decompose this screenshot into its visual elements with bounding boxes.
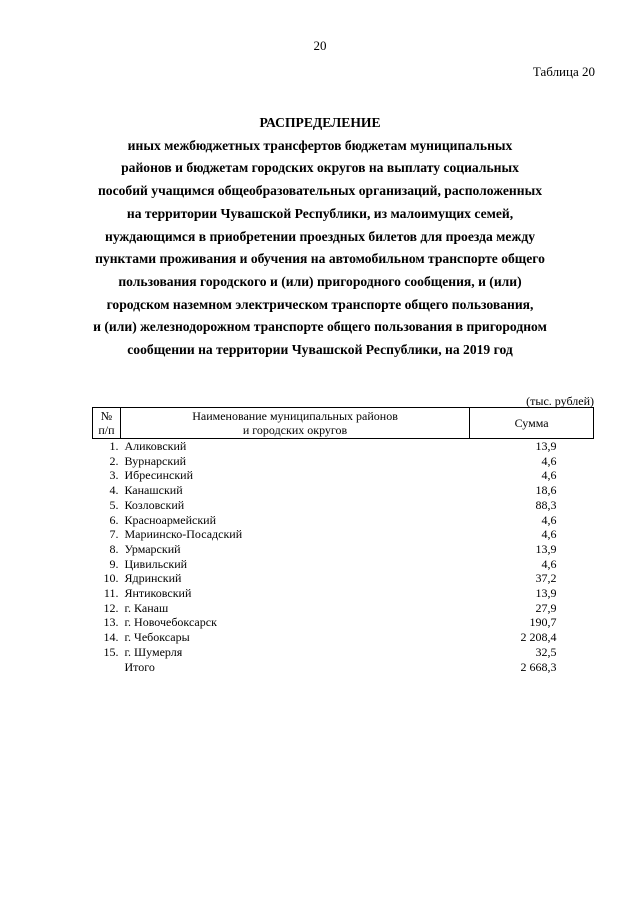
row-sum: 4,6 bbox=[541, 453, 557, 468]
row-sum: 4,6 bbox=[541, 556, 557, 571]
table-row bbox=[93, 513, 594, 528]
document-title bbox=[60, 112, 580, 362]
row-name: Урмарский bbox=[124, 541, 181, 556]
title-main: РАСПРЕДЕЛЕНИЕ bbox=[259, 115, 381, 130]
table-row bbox=[93, 542, 594, 557]
total-label: Итого bbox=[124, 659, 155, 674]
row-name: г. Новочебоксарск bbox=[124, 615, 217, 630]
table-row bbox=[93, 615, 594, 630]
row-name: Цивильский bbox=[124, 556, 188, 571]
row-number: 10. bbox=[103, 571, 119, 586]
row-name: Козловский bbox=[124, 497, 185, 512]
row-name: Янтиковский bbox=[124, 586, 192, 601]
title-line: городском наземном электрическом транспорте общего пользования, bbox=[106, 296, 534, 312]
row-sum: 27,9 bbox=[535, 600, 557, 615]
header-name-line2: и городских округов bbox=[242, 423, 348, 437]
title-line: пунктами проживания и обучения на автомобильном транспорте общего bbox=[95, 251, 545, 267]
table-total-row bbox=[93, 660, 594, 675]
title-line: пользования городского и (или) пригородного сообщения, и (или) bbox=[118, 273, 522, 289]
table-row bbox=[93, 439, 594, 454]
title-line: и (или) железнодорожном транспорте общего пользования в пригородном bbox=[93, 319, 547, 335]
table-row bbox=[93, 586, 594, 601]
table-header-row bbox=[93, 408, 594, 439]
row-name: г. Шумерля bbox=[124, 644, 183, 659]
row-name: Красноармейский bbox=[124, 512, 217, 527]
table-label: Таблица 20 bbox=[532, 64, 595, 79]
row-sum: 4,6 bbox=[541, 512, 557, 527]
row-name: Аликовский bbox=[124, 439, 187, 453]
header-name-line1: Наименование муниципальных районов bbox=[192, 409, 398, 423]
row-sum: 13,9 bbox=[535, 541, 557, 556]
row-name: Ядринский bbox=[124, 571, 182, 586]
row-name: Ибресинский bbox=[124, 468, 194, 483]
row-sum: 4,6 bbox=[541, 468, 557, 483]
row-name: Канашский bbox=[124, 483, 183, 498]
table-row bbox=[93, 645, 594, 660]
units-label: (тыс. рублей) bbox=[526, 394, 594, 408]
title-line: на территории Чувашской Республики, из малоимущих семей, bbox=[126, 205, 514, 221]
row-sum: 13,9 bbox=[535, 586, 557, 601]
distribution-table bbox=[92, 407, 594, 674]
row-sum: 13,9 bbox=[535, 439, 557, 453]
row-number: 7. bbox=[109, 527, 119, 542]
row-sum: 37,2 bbox=[535, 571, 557, 586]
total-sum: 2 668,3 bbox=[520, 659, 557, 674]
table-row bbox=[93, 454, 594, 469]
table-row bbox=[93, 527, 594, 542]
row-number: 9. bbox=[109, 556, 119, 571]
title-line: иных межбюджетных трансфертов бюджетам муниципальных bbox=[127, 137, 513, 153]
row-number: 11. bbox=[103, 586, 119, 601]
row-sum: 32,5 bbox=[535, 644, 557, 659]
row-name: Мариинско-Посадский bbox=[124, 527, 243, 542]
header-number bbox=[93, 408, 121, 439]
row-number: 14. bbox=[103, 630, 119, 645]
row-number: 15. bbox=[103, 644, 119, 659]
row-number: 6. bbox=[109, 512, 119, 527]
row-sum: 2 208,4 bbox=[520, 630, 557, 645]
header-sum: Сумма bbox=[470, 408, 594, 439]
table-row bbox=[93, 571, 594, 586]
row-number: 12. bbox=[103, 600, 119, 615]
table-row bbox=[93, 601, 594, 616]
table-row bbox=[93, 468, 594, 483]
row-number: 3. bbox=[109, 468, 119, 483]
header-number-line2: п/п bbox=[98, 423, 115, 437]
row-sum: 4,6 bbox=[541, 527, 557, 542]
header-number-line1: № bbox=[100, 409, 113, 423]
row-number: 8. bbox=[109, 541, 119, 556]
row-name: Вурнарский bbox=[124, 453, 187, 468]
title-line: пособий учащимся общеобразовательных организаций, расположенных bbox=[97, 183, 543, 199]
title-line: районов и бюджетам городских округов на выплату социальных bbox=[121, 160, 519, 176]
row-number: 2. bbox=[109, 453, 119, 468]
row-number: 1. bbox=[109, 439, 119, 453]
row-number: 5. bbox=[109, 497, 119, 512]
row-number: 4. bbox=[109, 483, 119, 498]
header-name bbox=[120, 408, 469, 439]
title-line: сообщении на территории Чувашской Республики, на 2019 год bbox=[127, 342, 513, 358]
row-name: г. Канаш bbox=[124, 600, 169, 615]
table-row bbox=[93, 557, 594, 572]
row-sum: 190,7 bbox=[529, 615, 557, 630]
row-name: г. Чебоксары bbox=[124, 630, 190, 645]
total-number bbox=[93, 660, 121, 675]
page-number: 20 bbox=[313, 38, 327, 53]
row-number: 13. bbox=[103, 615, 119, 630]
title-line: нуждающимся в приобретении проездных билетов для проезда между bbox=[104, 228, 535, 244]
table-row bbox=[93, 630, 594, 645]
table-row bbox=[93, 498, 594, 513]
row-sum: 18,6 bbox=[535, 483, 557, 498]
row-sum: 88,3 bbox=[535, 497, 557, 512]
table-row bbox=[93, 483, 594, 498]
